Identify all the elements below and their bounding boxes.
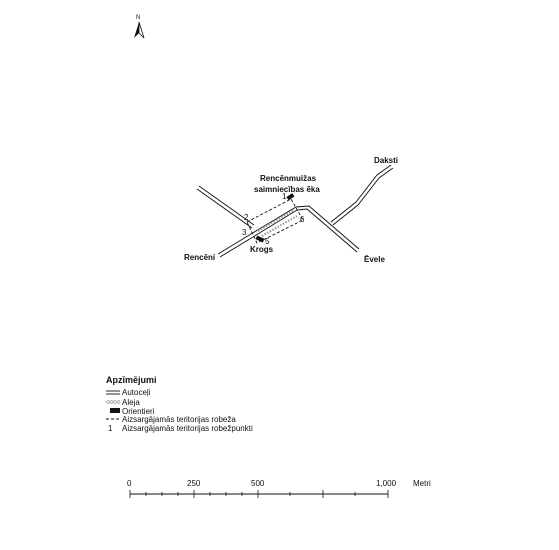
place-daksti: Daksti (374, 156, 399, 165)
place-evele: Ēvele (364, 255, 385, 264)
legend-label-boundary: Aizsargājamās teritorijas robeža (122, 415, 236, 424)
road-renceni-inner (218, 206, 359, 254)
scalebar (127, 479, 431, 498)
legend (106, 375, 253, 433)
place-renceni: Rencēni (184, 253, 216, 262)
scalebar-tick-0: 0 (127, 479, 132, 488)
legend-label-point: Aizsargājamās teritorijas robežpunkti (122, 424, 253, 433)
legend-landmark-symbol (110, 408, 120, 413)
north-arrow-icon (134, 22, 139, 38)
legend-label-road: Autoceļi (122, 388, 151, 397)
road-renceni (220, 209, 357, 257)
scalebar-tick-250: 250 (187, 479, 201, 488)
place-muiza-line1: Rencēnmuižas (260, 174, 317, 183)
road-daksti (333, 168, 393, 225)
landmark-muiza (286, 193, 294, 200)
legend-label-landmark: Orientieri (122, 407, 155, 416)
scalebar-tick-500: 500 (251, 479, 265, 488)
place-muiza-line2: saimniecības ēka (254, 185, 320, 194)
place-krogs: Krogs (250, 245, 274, 254)
boundary-point-1: 1 (282, 192, 287, 201)
boundary-point-6: 6 (300, 215, 305, 224)
boundary-point-5: 5 (265, 237, 270, 246)
road-daksti-inner (331, 165, 391, 222)
scalebar-unit: Metri (413, 479, 431, 488)
north-arrow-icon-half (139, 22, 144, 38)
legend-alley-symbol (107, 401, 120, 404)
legend-road-symbol (106, 391, 120, 394)
north-arrow (134, 15, 144, 38)
legend-label-alley: Aleja (122, 398, 140, 407)
protected-boundary (247, 199, 303, 243)
road-nw (197, 189, 252, 228)
legend-point-symbol: 1 (108, 424, 113, 433)
boundary-point-3: 3 (242, 228, 247, 237)
boundary-point-2: 2 (244, 213, 249, 222)
scalebar-tick-1000: 1,000 (376, 479, 397, 488)
legend-title: Apzīmējumi (106, 375, 157, 385)
north-label: N (136, 15, 141, 21)
